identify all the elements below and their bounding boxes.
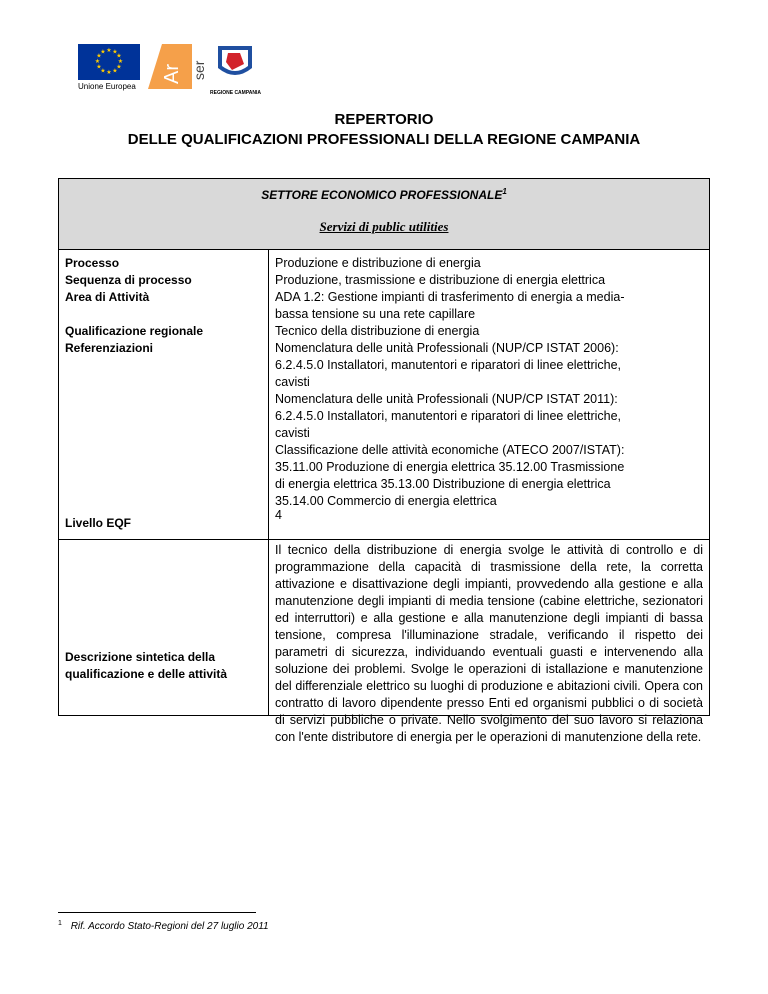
qualification-table [58, 178, 710, 744]
svg-text:★: ★ [94, 58, 101, 65]
eu-flag-icon [78, 44, 140, 80]
label-descrizione [65, 649, 227, 683]
title-line-1: REPERTORIO [334, 111, 434, 128]
footnote-ref: 1 [502, 187, 507, 196]
label-descrizione-line-2: qualificazione e delle attività [65, 667, 228, 681]
ref-line: 35.14.00 Commercio di energia elettrica [275, 494, 497, 508]
svg-text:★: ★ [106, 47, 112, 54]
regione-campania-logo [210, 44, 260, 96]
settore-header [59, 179, 709, 250]
column-divider [268, 249, 269, 715]
arlaser-text-ar: Ar [161, 64, 183, 84]
row-divider [59, 539, 709, 540]
ref-line: 6.2.4.5.0 Installatori, manutentori e riparatori di linee elettriche, [275, 358, 622, 372]
ref-line: di energia elettrica 35.13.00 Distribuzione di energia elettrica [275, 477, 611, 491]
title-line-2: DELLE QUALIFICAZIONI PROFESSIONALI DELLA REGIONE CAMPANIA [127, 131, 641, 148]
svg-text:★: ★ [116, 63, 122, 71]
footnote [58, 920, 269, 932]
ref-line: 35.11.00 Produzione di energia elettrica 35.12.00 Trasmissione [275, 460, 625, 474]
value-sequenza: Produzione, trasmissione e distribuzione di energia elettrica [275, 273, 606, 287]
settore-title-text: SETTORE ECONOMICO PROFESSIONALE [261, 188, 503, 202]
value-area-line-2: bassa tensione su una rete capillare [275, 307, 476, 321]
arlaser-text-ser: ser [191, 60, 207, 80]
ref-line: Nomenclatura delle unità Professionali (NUP/CP ISTAT 2011): [275, 392, 618, 406]
svg-text:★: ★ [112, 67, 118, 75]
ref-line: cavisti [275, 375, 310, 389]
ref-line: cavisti [275, 426, 310, 440]
settore-title [59, 187, 709, 202]
svg-text:★: ★ [106, 69, 112, 76]
ref-line: Classificazione delle attività economiche (ATECO 2007/ISTAT): [275, 443, 625, 457]
regione-caption: REGIONE CAMPANIA [210, 90, 262, 96]
value-qualificazione: Tecnico della distribuzione di energia [275, 324, 480, 338]
svg-text:★: ★ [112, 48, 118, 56]
label-sequenza: Sequenza di processo [65, 273, 192, 287]
regione-shield-icon [210, 44, 260, 87]
svg-text:★: ★ [117, 58, 124, 65]
value-referenziazioni [275, 340, 703, 510]
eu-logo [78, 44, 140, 91]
svg-text:★: ★ [96, 63, 102, 71]
value-processo: Produzione e distribuzione di energia [275, 256, 481, 270]
value-livello: 4 [275, 508, 282, 522]
svg-text:★: ★ [116, 52, 122, 60]
value-descrizione: Il tecnico della distribuzione di energia svolge le attività di controllo e di programmazione della capacità di trasmissione della rete, la corretta attivazione e disattivazione degli impianti, provvedendo alla gestione e alla manutenzione degli impianti di media tensione (cabine elettriche, sezionatori ed interruttori) e alla gestione e alla manutenzione degli impianti di bassa tensione, compresa l'illuminazione stradale, verificando il rispetto dei parametri di sicurezza, individuando eventuali guasti e intervenendo alla soluzione dei problemi. Svolge le operazioni di istallazione e manutenzione del differenziale elettrico su luoghi di produzione e abitazioni civili. Opera con contratto di lavoro dipendente presso Enti ed organismi pubblici o di società di servizi pubbliche o private. Nello svolgimento del suo lavoro si relaziona con l'ente distributore di energia per le operazioni di manutenzione della rete. [275, 543, 703, 744]
footnote-separator [58, 912, 256, 913]
footnote-text: Rif. Accordo Stato-Regioni del 27 luglio 2011 [70, 921, 269, 933]
label-processo: Processo [65, 256, 120, 270]
eu-caption: Unione Europea [78, 82, 136, 91]
footnote-number: 1 [58, 920, 62, 927]
label-referenziazioni: Referenziazioni [65, 341, 154, 355]
value-area-line-1: ADA 1.2: Gestione impianti di trasferimento di energia a media- [275, 290, 625, 304]
value-area [275, 289, 703, 323]
ref-line: 6.2.4.5.0 Installatori, manutentori e riparatori di linee elettriche, [275, 409, 622, 423]
svg-text:★: ★ [96, 52, 102, 60]
document-title [0, 110, 768, 150]
ref-line: Nomenclatura delle unità Professionali (NUP/CP ISTAT 2006): [275, 341, 619, 355]
label-area: Area di Attività [65, 290, 150, 304]
label-livello: Livello EQF [65, 516, 132, 530]
svg-text:★: ★ [100, 67, 106, 75]
label-descrizione-line-1: Descrizione sintetica della [65, 650, 216, 664]
settore-subtitle: Servizi di public utilities [319, 219, 449, 234]
svg-text:★: ★ [100, 48, 106, 56]
label-qualificazione: Qualificazione regionale [65, 324, 204, 338]
arlaser-logo [148, 44, 213, 89]
